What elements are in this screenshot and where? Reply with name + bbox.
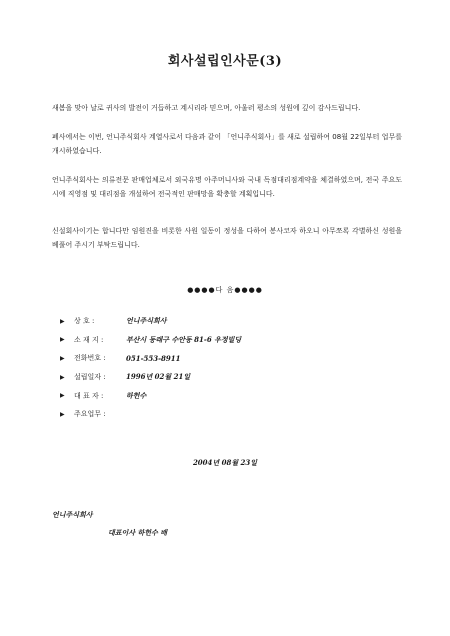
triangle-bullet-icon: ▶ [60,317,65,325]
info-label: 설립일자 : [74,373,106,382]
info-label: 소 재 지 : [74,335,104,344]
info-label: 대 표 자 : [74,391,104,400]
triangle-bullet-icon: ▶ [60,392,65,400]
info-value: 1996년 02월 21일 [126,372,191,382]
signature-company: 언니주식회사 [52,510,93,519]
triangle-bullet-icon: ▶ [60,373,65,381]
document-date: 2004년 08월 23일 [192,458,258,467]
info-value: 051-553-8911 [126,353,181,363]
paragraph-business-plan: 언니주식회사는 의류전문 판매업체로서 외국유명 아주머니사와 국내 독점대리점계약을 체결하였으며, 전국 주요도시에 직영점 및 대리점을 개설하여 전국적인 판매망을 확충할 계획입니다. [52,176,402,198]
info-item-name [60,312,241,331]
info-item-business [60,405,241,424]
triangle-bullet-icon: ▶ [60,336,65,344]
triangle-bullet-icon: ▶ [60,410,65,418]
info-item-ceo [60,386,241,405]
signature-ceo: 대표이사 하헌수 배 [108,528,167,537]
info-value: 부산시 동래구 수안동 81-6 우정빌딩 [126,334,242,344]
paragraph-request: 신설회사이기는 합니다만 임원진을 비롯한 사원 일동이 정성을 다하여 봉사코자 하오니 아무쪼록 각별하신 성원을 베풀어 주시기 부탁드립니다. [52,227,402,249]
document-title: 회사설립인사문(3) [167,54,283,69]
triangle-bullet-icon: ▶ [60,354,65,362]
info-value: 언니주식회사 [126,316,167,326]
company-info-list [60,312,241,424]
info-label: 전화번호 : [74,354,106,363]
info-label: 주요업무 : [74,410,106,419]
info-item-address [60,331,241,350]
info-item-founded [60,368,241,387]
paragraph-establishment: 폐사에서는 이번, 언니주식회사 계열사로서 다음과 같이 「언니주식회사」를 새로 설립하여 08월 22일부터 업무를 개시하였습니다. [52,133,402,155]
paragraph-greeting: 새봄을 맞아 날로 귀사의 발전이 거듭하고 계시리라 믿으며, 아울러 평소의 성원에 깊이 감사드립니다. [52,104,361,112]
info-label: 상 호 : [74,317,95,326]
info-value: 하헌수 [126,390,147,400]
info-item-phone [60,349,241,368]
section-heading: ●●●●다 음●●●● [187,286,263,294]
